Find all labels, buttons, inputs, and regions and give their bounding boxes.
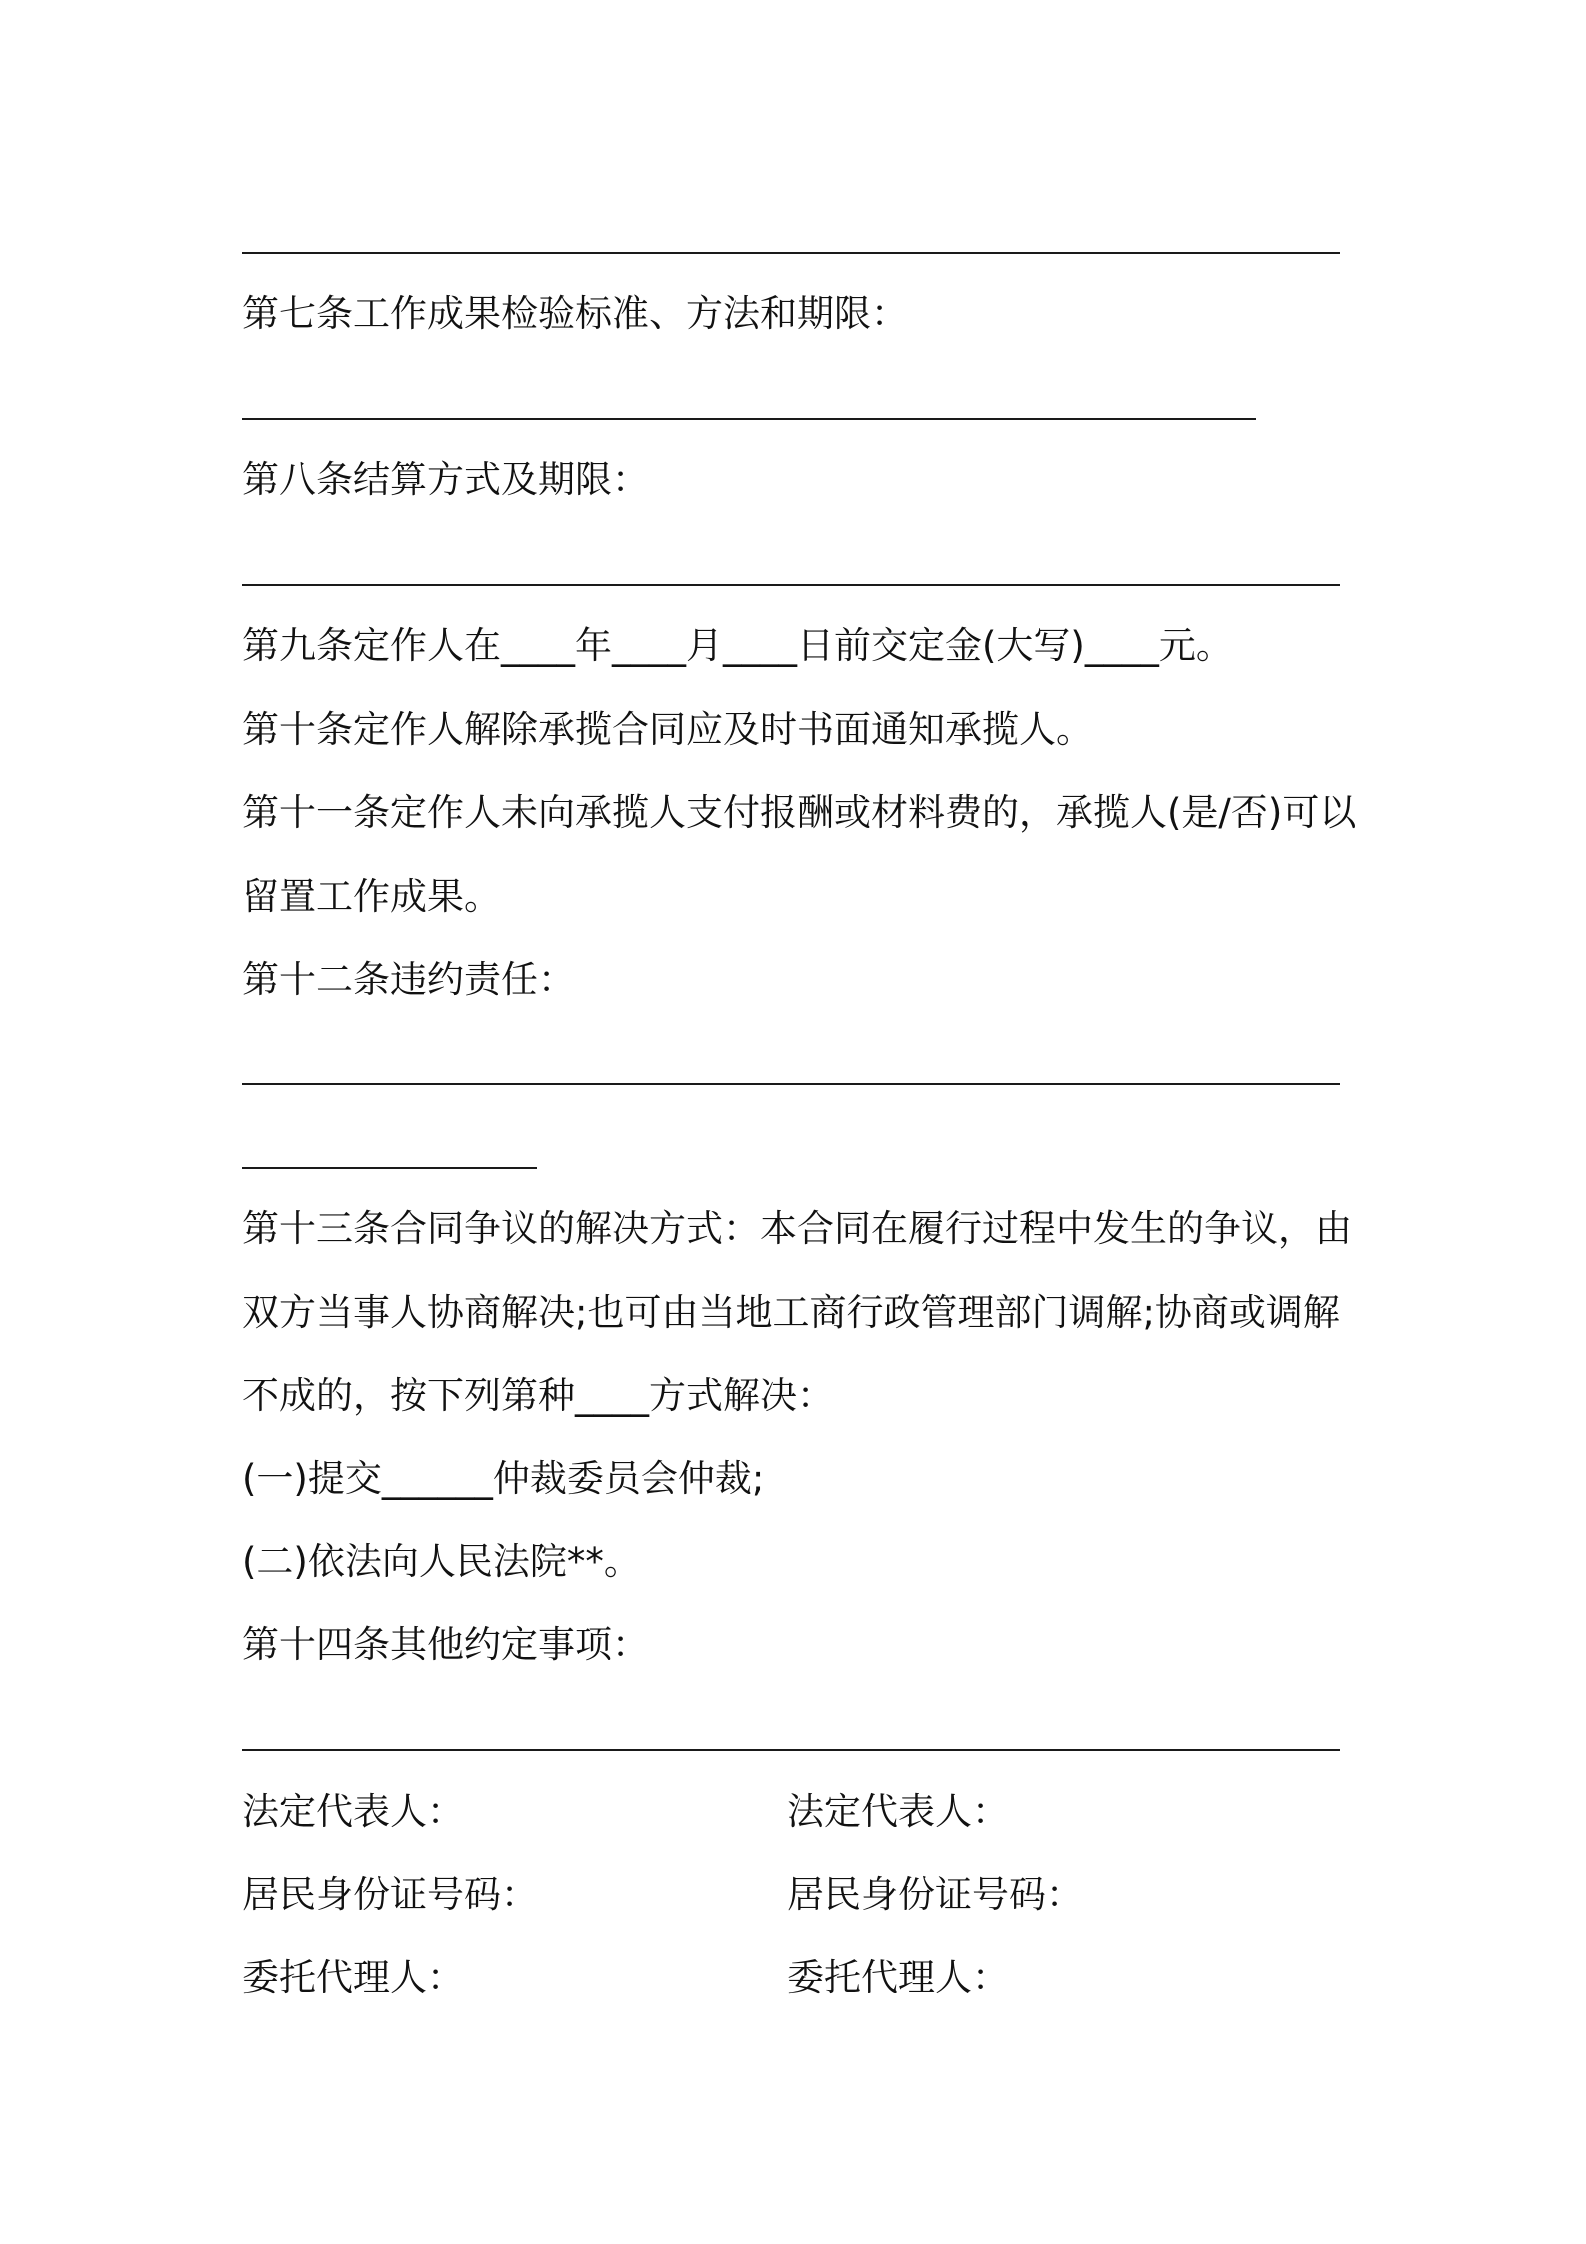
left-id-number-label: 居民身份证号码： — [242, 1873, 538, 1916]
article-7: 第七条工作成果检验标准、方法和期限： — [242, 292, 908, 335]
article-11-line-2: 留置工作成果。 — [242, 875, 501, 918]
article-9: 第九条定作人在____年____月____日前交定金(大写)____元。 — [242, 624, 1233, 667]
article-13-option-1: (一)提交______仲裁委员会仲裁; — [242, 1457, 765, 1500]
right-agent-label: 委托代理人： — [787, 1956, 1009, 1999]
article-13-option-2: (二)依法向人民法院**。 — [242, 1540, 641, 1583]
article-8: 第八条结算方式及期限： — [242, 458, 649, 501]
blank-line — [242, 584, 1340, 586]
article-14: 第十四条其他约定事项： — [242, 1623, 649, 1666]
blank-line — [242, 1167, 537, 1169]
blank-line — [242, 1083, 1340, 1085]
article-13-line-3: 不成的，按下列第种____方式解决： — [242, 1374, 834, 1417]
article-12: 第十二条违约责任： — [242, 958, 575, 1001]
left-agent-label: 委托代理人： — [242, 1956, 464, 1999]
article-10: 第十条定作人解除承揽合同应及时书面通知承揽人。 — [242, 708, 1093, 751]
blank-line — [242, 252, 1340, 254]
article-11-line-1: 第十一条定作人未向承揽人支付报酬或材料费的，承揽人(是/否)可以 — [242, 791, 1357, 834]
article-13-line-2: 双方当事人协商解决;也可由当地工商行政管理部门调解;协商或调解 — [242, 1291, 1340, 1334]
left-legal-rep-label: 法定代表人： — [242, 1790, 464, 1833]
blank-line — [242, 1749, 1340, 1751]
article-13-line-1: 第十三条合同争议的解决方式：本合同在履行过程中发生的争议，由 — [242, 1207, 1352, 1250]
right-legal-rep-label: 法定代表人： — [787, 1790, 1009, 1833]
blank-line — [242, 418, 1256, 420]
right-id-number-label: 居民身份证号码： — [787, 1873, 1083, 1916]
